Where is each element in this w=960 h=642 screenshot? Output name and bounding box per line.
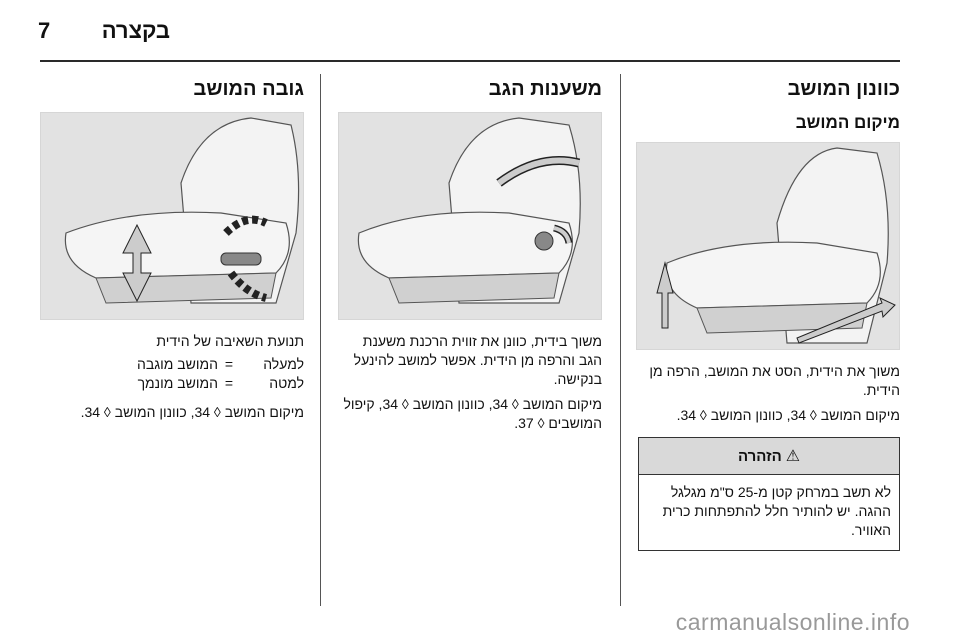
chapter-title: בקצרה <box>101 18 170 43</box>
backrest-illustration <box>338 112 602 320</box>
warning-title: הזהרה <box>737 447 782 465</box>
seat-height-intro: תנועת השאיבה של הידית <box>156 333 304 349</box>
section-heading: גובה המושב <box>193 78 304 100</box>
section-seat-height <box>40 76 304 422</box>
row-action: למעלה <box>263 356 304 372</box>
seat-height-table <box>40 355 304 393</box>
row-equals: = <box>224 375 234 391</box>
backrest-ref: מיקום המושב ◊ 34, כוונון המושב ◊ 34, קיפול המושבים ◊ 37. <box>343 396 602 431</box>
page-number: 7 <box>38 18 51 43</box>
subsection-heading: מיקום המושב <box>795 113 900 132</box>
warning-header <box>639 438 899 475</box>
section-heading: כוונון המושב <box>787 78 900 100</box>
column-separator <box>620 74 621 606</box>
seat-position-illustration <box>636 142 900 350</box>
row-result: המושב מוגבה <box>136 356 218 372</box>
row-result: המושב מונמך <box>137 375 218 391</box>
warning-box <box>638 437 900 551</box>
section-heading: משענות הגב <box>488 78 602 100</box>
row-action: למטה <box>269 375 304 391</box>
seat-position-text: משוך את הידית, הסט את המושב, הרפה מן הידית. <box>649 363 900 398</box>
header-rule <box>40 60 900 62</box>
row-equals: = <box>224 356 234 372</box>
footer-watermark: carmanualsonline.info <box>675 609 910 635</box>
section-seat-backrests <box>338 76 602 433</box>
seat-height-ref: מיקום המושב ◊ 34, כוונון המושב ◊ 34. <box>80 404 304 420</box>
table-row <box>40 355 304 374</box>
warning-triangle-icon: ⚠ <box>785 448 801 465</box>
column-separator <box>320 74 321 606</box>
section-seat-adjustment <box>636 76 900 551</box>
backrest-text: משוך בידית, כוונן את זווית הרכנת משענת הגב והרפה מן הידית. אפשר למושב להינעל בנקישה. <box>353 333 602 387</box>
warning-body: לא תשב במרחק קטן מ-25 ס"מ מגלגל ההגה. יש להותיר חלל להתפתחות כרית האוויר. <box>662 484 891 538</box>
seat-height-illustration <box>40 112 304 320</box>
seat-position-ref: מיקום המושב ◊ 34, כוונון המושב ◊ 34. <box>676 407 900 423</box>
table-row <box>40 374 304 393</box>
